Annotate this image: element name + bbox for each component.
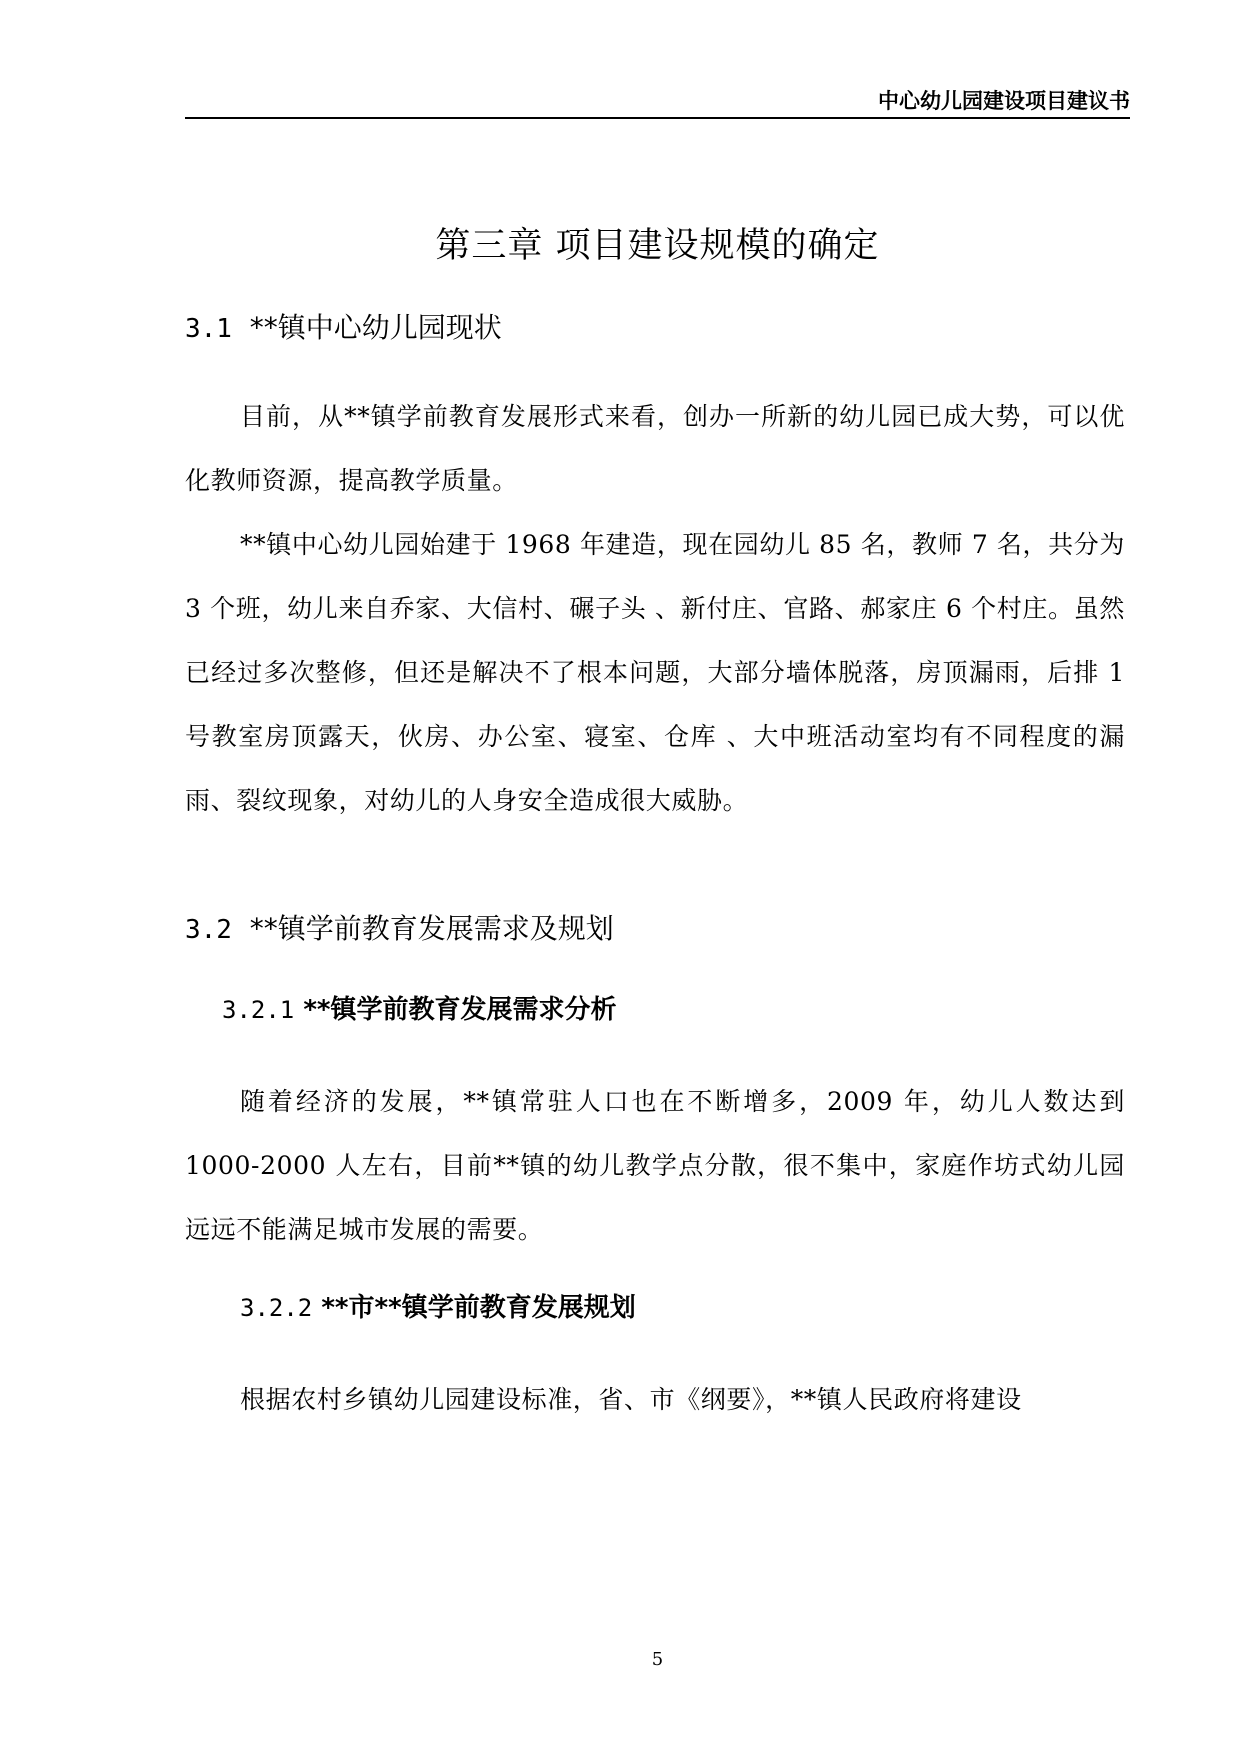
- chapter-title: 第三章 项目建设规模的确定: [435, 226, 880, 266]
- header-rule: [185, 117, 1130, 119]
- subsection-heading-3-2-1: [222, 990, 617, 1030]
- paragraph: 根据农村乡镇幼儿园建设标准，省、市《纲要》，**镇人民政府将建设: [240, 1385, 1022, 1414]
- paragraph: 随着经济的发展，**镇常驻人口也在不断增多，2009 年，幼儿人数达到 1000-2000 人左右，目前**镇的幼儿教学点分散，很不集中，家庭作坊式幼儿园远远不能满足城市发展的需要。: [185, 1087, 1125, 1244]
- section-title: **镇学前教育发展需求及规划: [249, 912, 614, 945]
- section-number: 3.1: [185, 314, 232, 344]
- section-heading-3-2: [185, 908, 614, 951]
- subsection-number: 3.2.2: [240, 1294, 313, 1322]
- section-heading-3-1: [185, 307, 502, 350]
- page-number: 5: [651, 1649, 664, 1670]
- section-title: **镇中心幼儿园现状: [249, 311, 502, 344]
- section-number: 3.2: [185, 915, 232, 945]
- paragraph: **镇中心幼儿园始建于 1968 年建造，现在园幼儿 85 名，教师 7 名，共分为 3 个班，幼儿来自乔家、大信村、碾子头 、新付庄、官路、郝家庄 6 个村庄。虽然已经过多次整修，但还是解决不了根本问题，大部分墙体脱落，房顶漏雨，后排 1 号教室房顶露天，伙房、办公室、寝室、仓库 、大中班活动室均有不同程度的漏雨、裂纹现象，对幼儿的人身安全造成很大威胁。: [185, 530, 1125, 815]
- running-header: 中心幼儿园建设项目建议书: [878, 89, 1130, 113]
- subsection-heading-3-2-2: [240, 1288, 636, 1328]
- subsection-title: **镇学前教育发展需求分析: [303, 995, 617, 1025]
- subsection-title: **市**镇学前教育发展规划: [321, 1293, 636, 1323]
- subsection-number: 3.2.1: [222, 996, 295, 1024]
- paragraph: 目前，从**镇学前教育发展形式来看，创办一所新的幼儿园已成大势，可以优化教师资源，提高教学质量。: [185, 402, 1125, 495]
